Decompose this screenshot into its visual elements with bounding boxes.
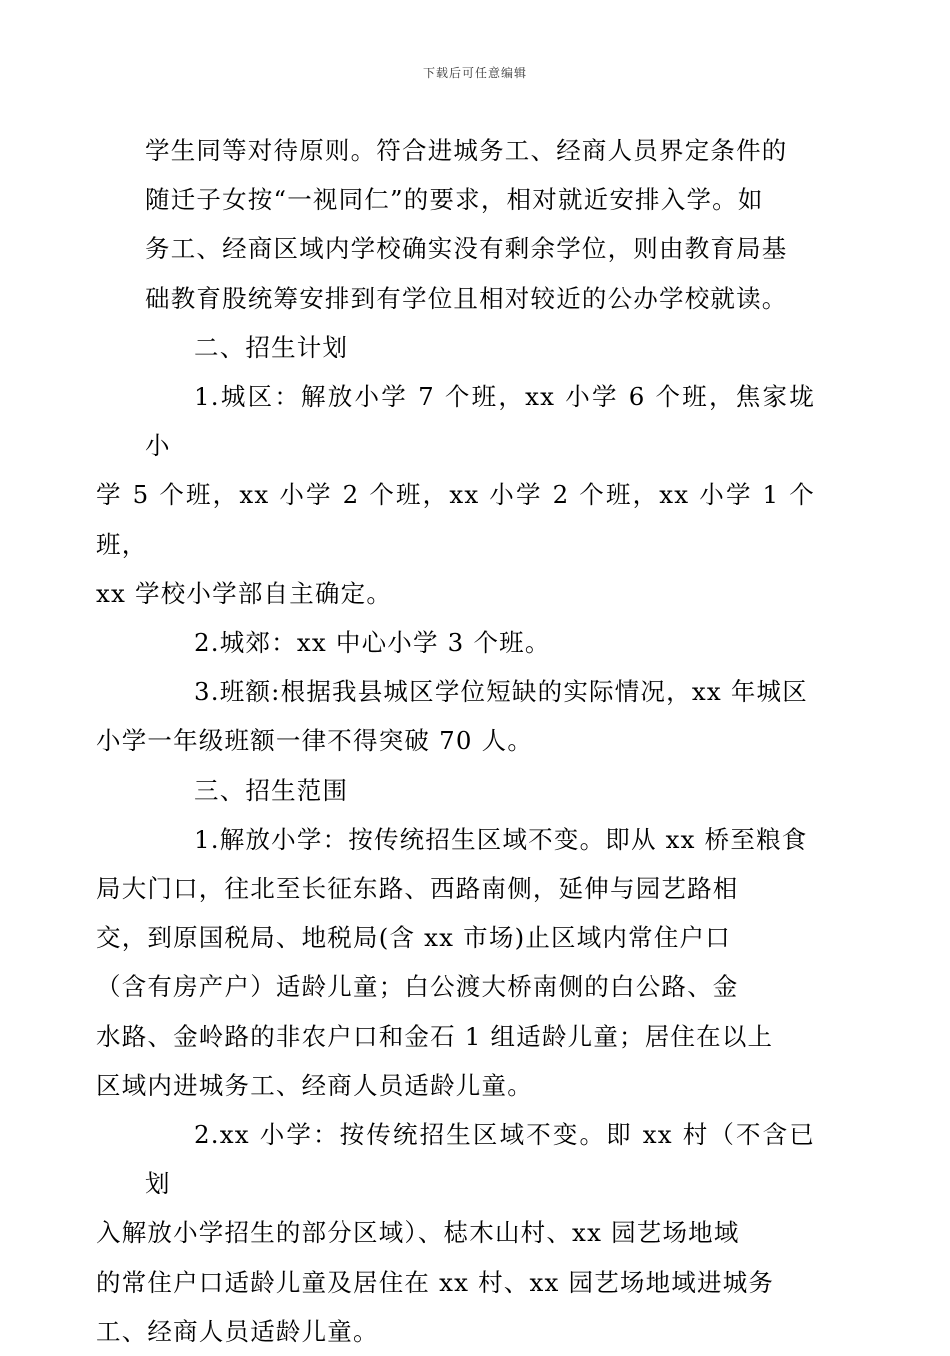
text-line: 础教育股统筹安排到有学位且相对较近的公办学校就读。 <box>145 283 788 313</box>
paragraph-jiefang-scope <box>96 815 815 1110</box>
paragraph-urban-plan <box>96 372 815 618</box>
text-line: 随迁子女按“一视同仁”的要求，相对就近安排入学。如 <box>145 185 764 215</box>
text-line: 水路、金岭路的非农户口和金石 1 组适龄儿童；居住在以上 <box>96 1021 774 1051</box>
page-header-note: 下载后可任意编辑 <box>422 66 527 80</box>
paragraph-class-size <box>96 667 815 765</box>
text-line: 二、招生计划 <box>194 332 349 362</box>
text-line: 学 5 个班，xx 小学 2 个班，xx 小学 2 个班，xx 小学 1 个班， <box>96 480 815 559</box>
text-line: 三、招生范围 <box>194 775 349 805</box>
text-line: 3.班额:根据我县城区学位短缺的实际情况，xx 年城区 <box>194 677 808 707</box>
text-line: 入解放小学招生的部分区域）、梽木山村、xx 园艺场地域 <box>96 1218 740 1248</box>
text-line: 交，到原国税局、地税局(含 xx 市场)止区域内常住户口 <box>96 923 731 953</box>
text-line: 学生同等对待原则。符合进城务工、经商人员界定条件的 <box>145 136 788 165</box>
section-heading-enrollment-scope <box>145 766 815 815</box>
document-body <box>96 126 815 1356</box>
section-heading-enrollment-plan <box>145 323 815 372</box>
text-line: xx 学校小学部自主确定。 <box>96 578 393 608</box>
text-line: 2.城郊：xx 中心小学 3 个班。 <box>194 628 551 658</box>
text-line: 务工、经商区域内学校确实没有剩余学位，则由教育局基 <box>145 234 788 264</box>
text-line: 工、经商人员适龄儿童。 <box>96 1316 379 1346</box>
text-line: 1.解放小学：按传统招生区域不变。即从 xx 桥至粮食 <box>194 824 808 854</box>
text-line: 局大门口，往北至长征东路、西路南侧，延伸与园艺路相 <box>96 874 739 904</box>
text-line: 1.城区：解放小学 7 个班，xx 小学 6 个班，焦家垅小 <box>145 382 815 461</box>
text-line: （含有房产户）适龄儿童；白公渡大桥南侧的白公路、金 <box>96 972 739 1002</box>
text-line: 2.xx 小学：按传统招生区域不变。即 xx 村（不含已划 <box>145 1120 815 1199</box>
paragraph-xx-school-scope <box>96 1110 815 1356</box>
text-line: 的常住户口适龄儿童及居住在 xx 村、xx 园艺场地域进城务 <box>96 1267 775 1297</box>
text-line: 小学一年级班额一律不得突破 70 人。 <box>96 726 534 756</box>
paragraph-suburban-plan <box>145 618 815 667</box>
text-line: 区域内进城务工、经商人员适龄儿童。 <box>96 1070 533 1100</box>
paragraph-continuation <box>145 126 815 323</box>
